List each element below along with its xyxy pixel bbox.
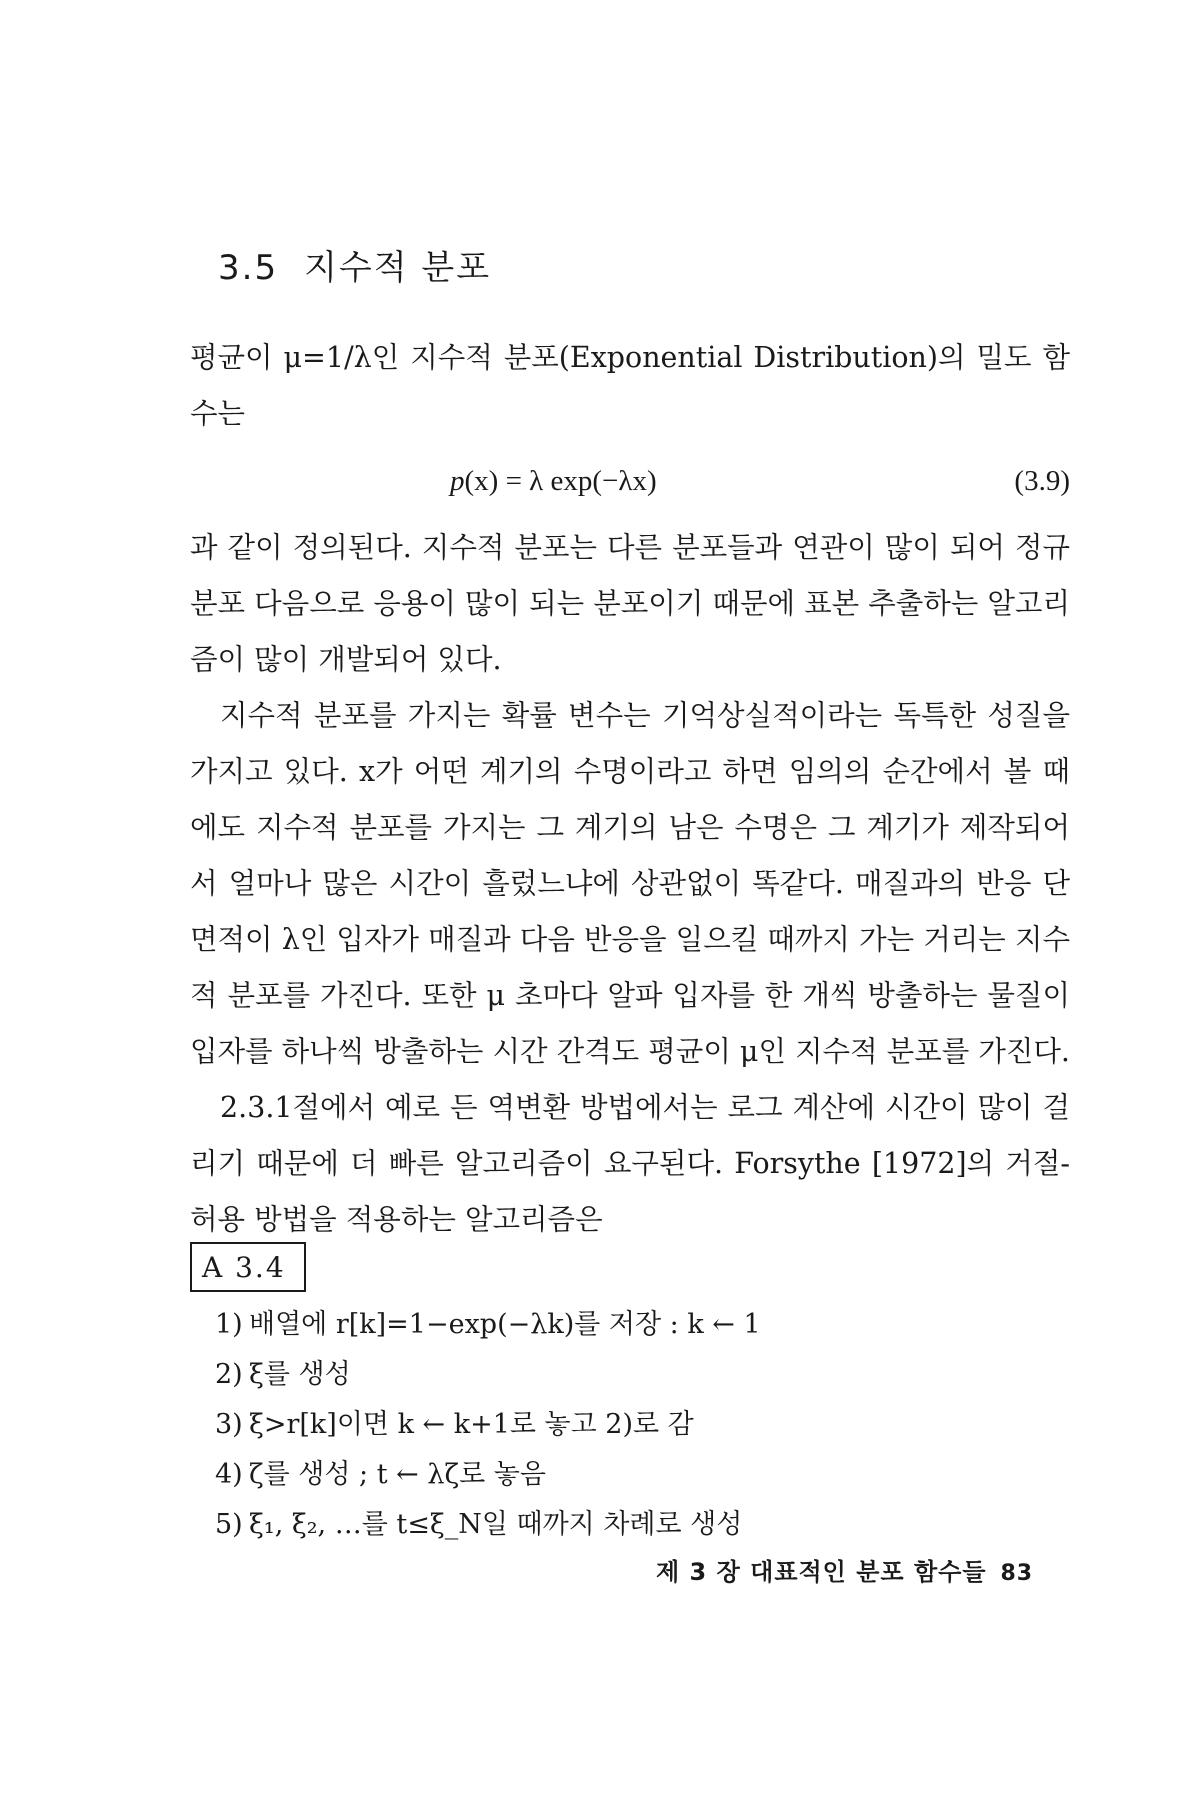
step-text: ξ>r[k]이면 k ← k+1로 놓고 2)로 감 — [249, 1409, 694, 1440]
page-number: 83 — [1000, 1561, 1034, 1586]
equation-3-9 — [190, 442, 1070, 520]
page-footer — [656, 1552, 1033, 1587]
equation-number: (3.9) — [1014, 465, 1070, 497]
step-number: 3) — [215, 1409, 243, 1440]
algorithm-step — [215, 1500, 1075, 1550]
body-text — [190, 330, 1070, 1248]
algorithm-step — [215, 1350, 1075, 1400]
step-number: 5) — [215, 1509, 243, 1540]
algorithm-label: A 3.4 — [190, 1242, 306, 1292]
step-text: ξ를 생성 — [249, 1359, 351, 1390]
section-title: 지수적 분포 — [304, 248, 492, 288]
chapter-running-head: 제 3 장 대표적인 분포 함수들 — [656, 1558, 987, 1586]
equation-body — [450, 442, 657, 520]
algorithm-step — [215, 1450, 1075, 1500]
algorithm-steps — [215, 1300, 1075, 1550]
paragraph-intro: 평균이 μ=1/λ인 지수적 분포(Exponential Distribution)의 밀도 함수는 — [190, 341, 1070, 430]
algorithm-step — [215, 1400, 1075, 1450]
paragraph-definition: 과 같이 정의된다. 지수적 분포는 다른 분포들과 연관이 많이 되어 정규 분포 다음으로 응용이 많이 되는 분포이기 때문에 표본 추출하는 알고리즘이 많이 개발되어 있다. — [190, 531, 1070, 676]
algorithm-step — [215, 1300, 1075, 1350]
equation-rhs: = λ exp(−λx) — [498, 465, 657, 497]
step-number: 1) — [215, 1309, 243, 1340]
section-number: 3.5 — [218, 248, 279, 288]
step-text: ζ를 생성 ; t ← λζ로 놓음 — [249, 1459, 546, 1490]
step-text: ξ₁, ξ₂, …를 t≤ξ_N일 때까지 차례로 생성 — [249, 1509, 743, 1540]
paragraph-method: 2.3.1절에서 예로 든 역변환 방법에서는 로그 계산에 시간이 많이 걸리기 때문에 더 빠른 알고리즘이 요구된다. Forsythe [1972]의 거절-허용 방법을 적용하는 알고리즘은 — [190, 1091, 1070, 1236]
step-number: 4) — [215, 1459, 243, 1490]
step-number: 2) — [215, 1359, 243, 1390]
step-text: 배열에 r[k]=1−exp(−λk)를 저장 : k ← 1 — [249, 1309, 761, 1340]
paragraph-memoryless: 지수적 분포를 가지는 확률 변수는 기억상실적이라는 독특한 성질을 가지고 있다. x가 어떤 계기의 수명이라고 하면 임의의 순간에서 볼 때에도 지수적 분포를 가지는 그 계기의 남은 수명은 그 계기가 제작되어서 얼마나 많은 시간이 흘렀느냐에 상관없이 똑같다. 매질과의 반응 단면적이 λ인 입자가 매질과 다음 반응을 일으킬 때까지 가는 거리는 지수적 분포를 가진다. 또한 μ 초마다 알파 입자를 한 개씩 방출하는 물질이 입자를 하나씩 방출하는 시간 간격도 평균이 μ인 지수적 분포를 가진다. — [190, 699, 1070, 1068]
equation-lhs-func: p — [450, 465, 465, 497]
section-heading — [218, 240, 491, 289]
equation-lhs-arg: (x) — [464, 465, 499, 497]
